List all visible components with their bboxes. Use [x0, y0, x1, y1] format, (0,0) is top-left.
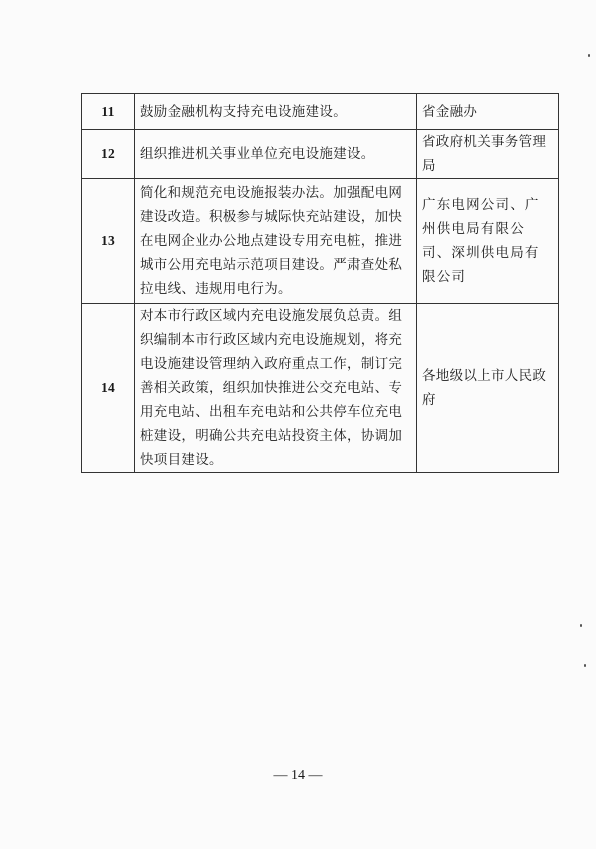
row-number: 11	[82, 94, 135, 130]
task-description: 简化和规范充电设施报装办法。加强配电网建设改造。积极参与城际快充站建设，加快在电网企业办公地点建设专用充电桩，推进城市公用充电站示范项目建设。严肃查处私拉电线、违规用电行为。	[135, 179, 417, 304]
responsibility-table	[81, 93, 559, 473]
row-number: 12	[82, 130, 135, 179]
task-description: 组织推进机关事业单位充电设施建设。	[135, 130, 417, 179]
task-description: 对本市行政区域内充电设施发展负总责。组织编制本市行政区域内充电设施规划，将充电设施建设管理纳入政府重点工作，制订完善相关政策，组织加快推进公交充电站、专用充电站、出租车充电站和公共停车位充电桩建设，明确公共充电站投资主体，协调加快项目建设。	[135, 304, 417, 473]
table-row	[82, 304, 559, 473]
table-row	[82, 94, 559, 130]
row-number: 13	[82, 179, 135, 304]
responsible-unit: 省金融办	[417, 94, 559, 130]
page-number: — 14 —	[273, 768, 323, 783]
responsible-unit: 省政府机关事务管理局	[417, 130, 559, 179]
scan-speck	[580, 624, 582, 627]
table-row	[82, 130, 559, 179]
responsible-unit: 各地级以上市人民政府	[417, 304, 559, 473]
scan-speck	[588, 54, 590, 57]
responsible-unit: 广东电网公司、广州供电局有限公司、深圳供电局有限公司	[417, 179, 559, 304]
task-description: 鼓励金融机构支持充电设施建设。	[135, 94, 417, 130]
table-row	[82, 179, 559, 304]
row-number: 14	[82, 304, 135, 473]
scan-speck	[584, 664, 586, 667]
